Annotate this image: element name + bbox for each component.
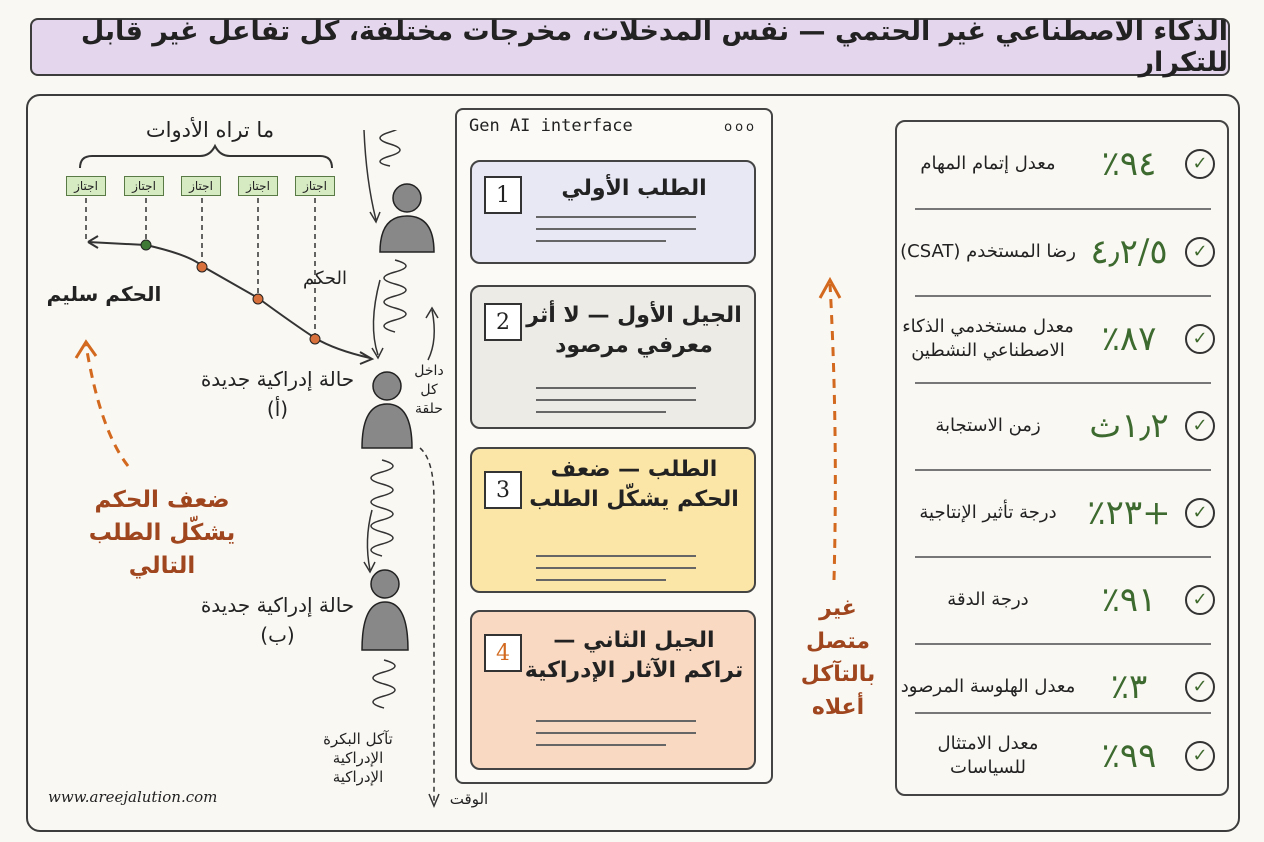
metric-row	[897, 384, 1227, 467]
bubble-text: الطلب الأولي	[561, 176, 707, 201]
time-label: الوقت	[449, 790, 489, 808]
metric-row	[897, 122, 1227, 205]
metric-value: ٣٪	[1110, 666, 1148, 707]
timeline-drawing	[30, 130, 450, 830]
metric-value: ٩٤٪	[1101, 143, 1157, 184]
metric-value: ١٫٢ث	[1089, 405, 1169, 446]
bubble-text: الجيل الأول — لا أثر معرفي مرصود	[526, 303, 742, 358]
step-number: 3	[484, 471, 522, 509]
website-url[interactable]: www.areejalution.com	[48, 788, 218, 806]
metric-value: ٩٩٪	[1101, 735, 1157, 776]
bubble-text: الجيل الثاني — تراكم الآثار الإدراكية	[524, 628, 744, 683]
metric-label: زمن الاستجابة	[935, 414, 1041, 436]
metric-row	[897, 558, 1227, 641]
check-icon: ✓	[1185, 324, 1215, 354]
window-title: Gen AI interface	[469, 116, 633, 136]
prompt-bubble-2	[470, 285, 756, 429]
metric-label: معدل الهلوسة المرصود	[900, 675, 1076, 697]
tool-badge-5: اجتاز	[295, 176, 335, 196]
metrics-panel	[895, 120, 1229, 796]
state-b-label: حالة إدراكية جديدة (ب)	[200, 593, 355, 647]
title-banner	[30, 18, 1230, 76]
tool-badge-4: اجتاز	[238, 176, 278, 196]
tool-badge-3: اجتاز	[181, 176, 221, 196]
prompt-bubble-1	[470, 160, 756, 264]
metric-label: رضا المستخدم (CSAT)	[900, 240, 1076, 262]
window-controls-icon[interactable]: ooo	[724, 120, 757, 135]
metric-value: ٩١٪	[1101, 579, 1157, 620]
state-a-label: حالة إدراكية جديدة (أ)	[200, 367, 355, 421]
metric-label: معدل الامتثال للسياسات	[937, 732, 1039, 778]
page-title: الذكاء الاصطناعي غير الحتمي — نفس المدخلات، مخرجات مختلفة، كل تفاعل غير قابل للتكرار	[80, 16, 1228, 78]
check-icon: ✓	[1185, 237, 1215, 267]
metric-label: درجة تأثير الإنتاجية	[919, 501, 1057, 523]
metric-row	[897, 210, 1227, 293]
inside-loop-label: داخل كل حلقة	[414, 363, 444, 417]
metric-label: درجة الدقة	[947, 588, 1029, 610]
metric-label: معدل إتمام المهام	[920, 152, 1056, 174]
prompt-bubble-4	[470, 610, 756, 770]
metric-label: معدل مستخدمي الذكاء الاصطناعي النشطين	[902, 315, 1074, 361]
check-icon: ✓	[1185, 741, 1215, 771]
judgment-label: الحكم	[302, 268, 348, 289]
weak-judgment-label: ضعف الحكم يشكّل الطلب التالي	[88, 487, 236, 579]
metric-value: ٨٧٪	[1101, 318, 1157, 359]
prompt-bubble-3	[470, 447, 756, 593]
tool-badge-1: اجتاز	[66, 176, 106, 196]
metric-value: ٤٫٢/٥	[1090, 231, 1168, 272]
disconnected-label: غير متصل بالتآكل أعلاه	[800, 596, 876, 720]
erosion-label: تآكل البكرة الإدراكية الإدراكية	[323, 730, 393, 786]
tool-badge-2: اجتاز	[124, 176, 164, 196]
check-icon: ✓	[1185, 672, 1215, 702]
step-number: 4	[484, 634, 522, 672]
step-number: 1	[484, 176, 522, 214]
metric-row	[897, 714, 1227, 797]
disconnected-arrow	[810, 270, 860, 590]
bubble-text: الطلب — ضعف الحكم يشكّل الطلب	[529, 457, 739, 512]
check-icon: ✓	[1185, 498, 1215, 528]
check-icon: ✓	[1185, 149, 1215, 179]
tools-heading: ما تراه الأدوات	[145, 118, 275, 142]
sound-judgment-label: الحكم سليم	[46, 282, 162, 306]
step-number: 2	[484, 303, 522, 341]
check-icon: ✓	[1185, 585, 1215, 615]
metric-row	[897, 297, 1227, 380]
metric-row	[897, 471, 1227, 554]
metric-value: +٢٣٪	[1087, 492, 1171, 533]
check-icon: ✓	[1185, 411, 1215, 441]
